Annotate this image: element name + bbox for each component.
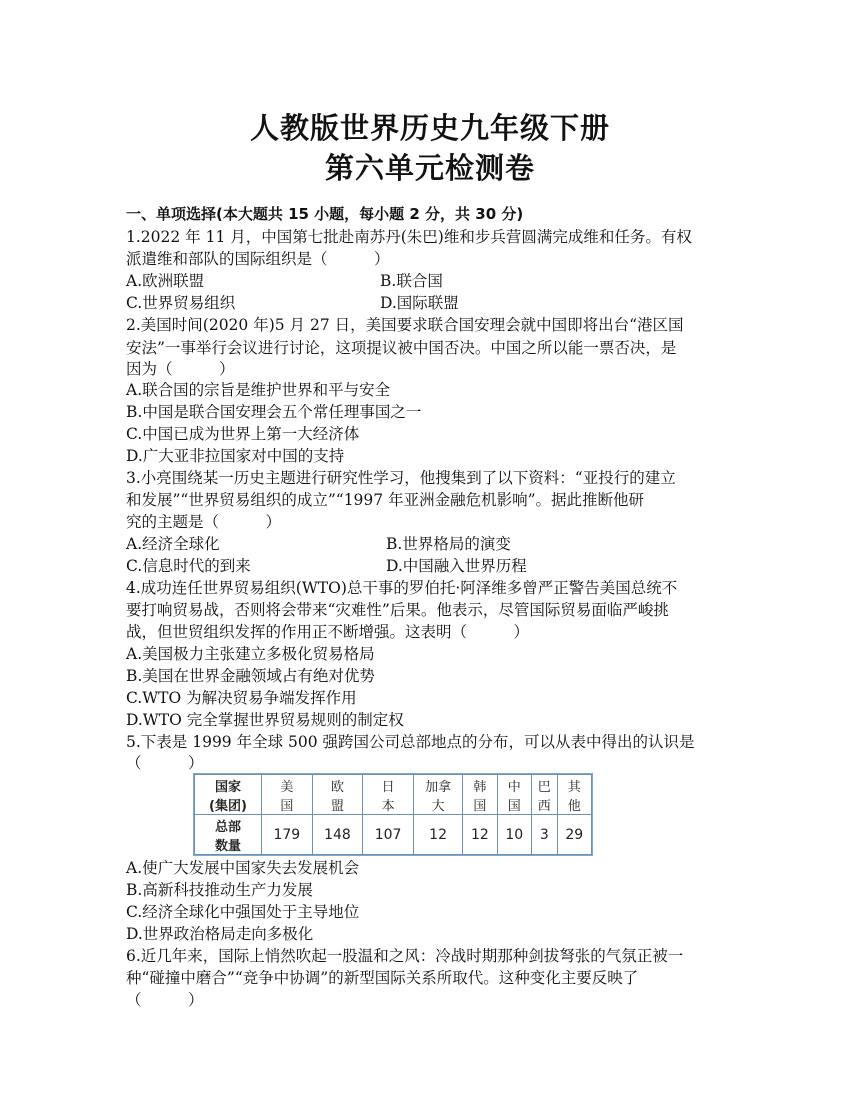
question-2-stem: 2.美国时间(2020 年)5 月 27 日，美国要求联合国安理会就中国即将出台“港区国 — [126, 316, 684, 334]
question-3-stem: 和发展”“世界贸易组织的成立”“1997 年亚洲金融危机影响”。据此推断他研 — [126, 491, 644, 509]
region-label: 日 — [381, 779, 395, 795]
table-region-cell — [497, 775, 531, 815]
count-cell: 12 — [413, 815, 462, 855]
question-4-option-c: C.WTO 为解决贸易争端发挥作用 — [126, 689, 357, 707]
question-2-option-b: B.中国是联合国安理会五个常任理事国之一 — [126, 403, 422, 421]
count-cell: 29 — [557, 815, 591, 855]
count-cell: 10 — [497, 815, 531, 855]
count-cell: 12 — [463, 815, 497, 855]
table-region-cell — [557, 775, 591, 815]
question-1-option-d: D.国际联盟 — [380, 294, 459, 312]
question-4-option-b: B.美国在世界金融领域占有绝对优势 — [126, 667, 375, 685]
region-label: 大 — [431, 798, 445, 814]
region-label: 巴 — [537, 779, 551, 795]
question-6-stem: （ ） — [126, 991, 204, 1009]
question-2-option-d: D.广大亚非拉国家对中国的支持 — [126, 447, 345, 465]
table-region-cell — [413, 775, 462, 815]
page-title: 人教版世界历史九年级下册 — [249, 111, 610, 145]
count-label: 总部 — [214, 819, 241, 835]
question-5-stem: （ ） — [126, 754, 204, 772]
count-cell: 3 — [532, 815, 558, 855]
table-region-cell — [312, 775, 363, 815]
table-count-label-cell — [195, 815, 262, 855]
question-2-stem: 因为（ ） — [126, 360, 235, 378]
question-6-stem: 6.近几年来，国际上悄然吹起一股温和之风：冷战时期那种剑拔弩张的气氛正被一 — [126, 947, 684, 965]
question-5-option-a: A.使广大发展中国家失去发展机会 — [126, 859, 360, 877]
table-header-row — [195, 775, 592, 815]
question-5-option-d: D.世界政治格局走向多极化 — [126, 925, 314, 943]
question-5-option-b: B.高新科技推动生产力发展 — [126, 881, 313, 899]
question-2-option-a: A.联合国的宗旨是维护世界和平与安全 — [126, 381, 391, 399]
headquarters-table — [193, 773, 593, 856]
region-label: 其 — [567, 779, 581, 795]
question-4-stem: 4.成功连任世界贸易组织(WTO)总干事的罗伯托·阿泽维多曾严正警告美国总统不 — [126, 579, 678, 597]
question-3-stem: 3.小亮围绕某一历史主题进行研究性学习，他搜集到了以下资料：“亚投行的建立 — [126, 469, 676, 487]
question-1-option-a: A.欧洲联盟 — [126, 272, 205, 290]
question-4-option-a: A.美国极力主张建立多极化贸易格局 — [126, 645, 375, 663]
count-cell: 107 — [363, 815, 414, 855]
region-label: 国 — [507, 798, 521, 814]
table-region-cell — [463, 775, 497, 815]
question-3-option-a: A.经济全球化 — [126, 535, 220, 553]
question-4-stem: 要打响贸易战，否则将会带来“灾难性”后果。他表示，尽管国际贸易面临严峻挑 — [126, 601, 669, 619]
question-1-option-b: B.联合国 — [380, 272, 443, 290]
question-2-option-c: C.中国已成为世界上第一大经济体 — [126, 425, 360, 443]
region-label: 本 — [381, 798, 395, 814]
question-5-option-c: C.经济全球化中强国处于主导地位 — [126, 903, 360, 921]
count-cell: 148 — [312, 815, 363, 855]
region-label: 美 — [280, 779, 294, 795]
section-heading: 一、单项选择(本大题共 15 小题，每小题 2 分，共 30 分) — [126, 205, 524, 223]
question-6-stem: 种“碰撞中磨合”“竞争中协调”的新型国际关系所取代。这种变化主要反映了 — [126, 969, 639, 987]
table-header-label: (集团) — [209, 798, 247, 814]
region-label: 他 — [567, 798, 581, 814]
question-3-option-c: C.信息时代的到来 — [126, 557, 251, 575]
question-3-option-b: B.世界格局的演变 — [386, 535, 511, 553]
question-5-stem: 5.下表是 1999 年全球 500 强跨国公司总部地点的分布，可以从表中得出的认识是 — [126, 733, 695, 751]
region-label: 欧 — [330, 779, 344, 795]
question-4-stem: 战，但世贸组织发挥的作用正不断增强。这表明（ ） — [126, 623, 530, 641]
region-label: 国 — [473, 798, 487, 814]
region-label: 国 — [280, 798, 294, 814]
table-region-cell — [363, 775, 414, 815]
count-label: 数量 — [214, 838, 241, 854]
question-1-stem: 派遣维和部队的国际组织是（ ） — [126, 250, 390, 268]
question-1-option-c: C.世界贸易组织 — [126, 294, 236, 312]
count-cell: 179 — [262, 815, 313, 855]
question-2-stem: 安法”一事举行会议进行讨论，这项提议被中国否决。中国之所以能一票否决，是 — [126, 339, 677, 357]
table-count-row — [195, 815, 592, 855]
region-label: 西 — [537, 798, 551, 814]
question-4-option-d: D.WTO 完全掌握世界贸易规则的制定权 — [126, 711, 404, 729]
table-region-cell — [262, 775, 313, 815]
question-3-option-d: D.中国融入世界历程 — [386, 557, 527, 575]
question-1-stem: 1.2022 年 11 月，中国第七批赴南苏丹(朱巴)维和步兵营圆满完成维和任务。有权 — [126, 228, 692, 246]
table-header-cell — [195, 775, 262, 815]
table-header-label: 国家 — [214, 779, 241, 795]
region-label: 盟 — [330, 798, 344, 814]
table-region-cell — [532, 775, 558, 815]
region-label: 加拿 — [425, 779, 452, 795]
region-label: 中 — [507, 779, 521, 795]
region-label: 韩 — [473, 779, 487, 795]
question-3-stem: 究的主题是（ ） — [126, 513, 282, 531]
page-subtitle: 第六单元检测卷 — [324, 151, 535, 185]
